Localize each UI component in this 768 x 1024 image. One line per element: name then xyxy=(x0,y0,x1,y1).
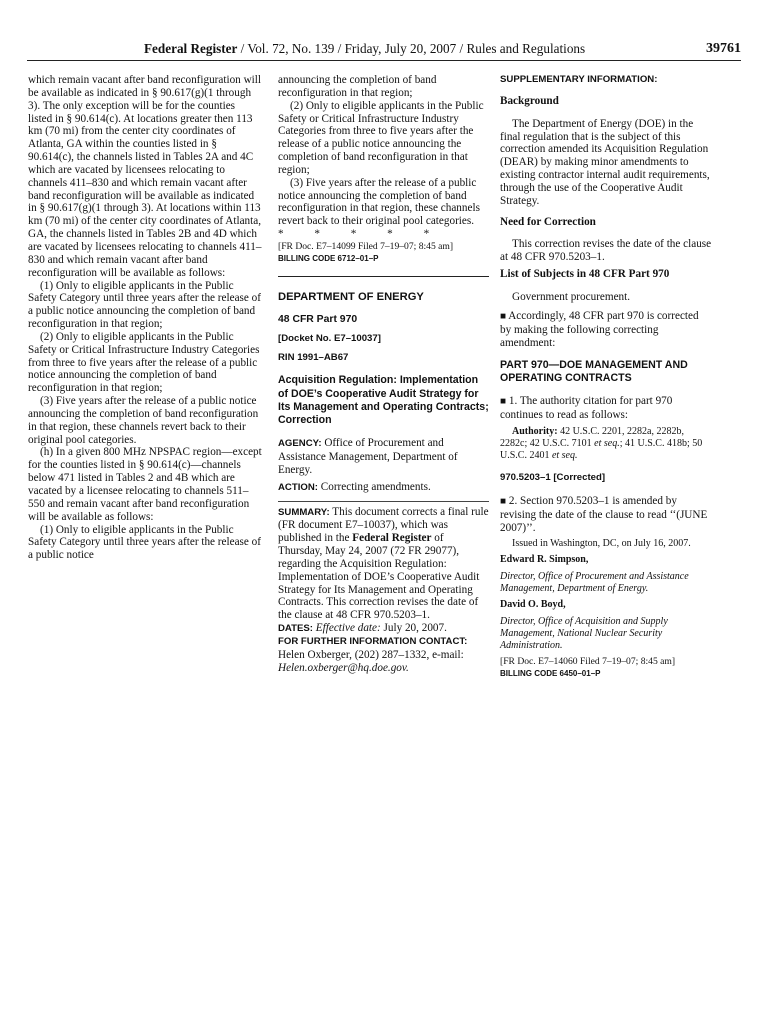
background-text: The Department of Energy (DOE) in the final regulation that is the subject of this correction amended its Acquisition Regulation (DEAR) by making minor amendments to existing contractor internal audit requirements, through the use of the Cooperative Audit Strategy. xyxy=(500,117,710,207)
amendment-item-2: ■ 2. Section 970.5203–1 is amended by revising the date of the clause to read ‘‘(JUNE 2007)’’. xyxy=(500,494,708,534)
background-heading: Background xyxy=(500,94,559,107)
dates-line: DATES: Effective date: July 20, 2007. xyxy=(278,622,447,635)
page-number: 39761 xyxy=(706,41,741,56)
part-heading: PART 970—DOE MANAGEMENT AND OPERATING CONTRACTS xyxy=(500,359,688,385)
accordingly-paragraph: ■ Accordingly, 48 CFR part 970 is corrected by making the following correcting amendment: xyxy=(500,309,699,349)
paragraph: (2) Only to eligible applicants in the Public Safety or Critical Infrastructure Industry Categories from three to five years after the release of a public notice announcing the completion of band reconfiguration in that region; xyxy=(28,330,260,395)
column-2 xyxy=(278,74,489,675)
paragraph: which remain vacant after band reconfiguration will be available as indicated in § 90.617(g)(1 through 3). The only exception will be for the counties listed in § 90.614(c). At locations greater then 113 km (70 mi) from the center city coordinates of Atlanta, GA within the counties listed in § 90.614(c), the channels listed in Tables 2A and 4C which are vacated by licensees relocating to channels 411–830 and which remain vacant after band reconfiguration will be available as indicated in § 90.617(g)(1 through 3). At locations within 113 km (70 mi) of the center city coordinates of Atlanta, GA, the channels listed in Tables 2B and 4D which are vacated by licensees relocating to channels 411–830 and which remain vacant after band reconfiguration will be available as follows: xyxy=(28,74,262,279)
bullet-square-icon: ■ xyxy=(500,495,507,507)
rin-number: RIN 1991–AB67 xyxy=(278,351,349,363)
issued-line: Issued in Washington, DC, on July 16, 2007. xyxy=(512,538,691,550)
contact-label: FOR FURTHER INFORMATION CONTACT: xyxy=(278,635,468,647)
need-heading: Need for Correction xyxy=(500,215,596,228)
contact-text: Helen Oxberger, (202) 287–1332, e-mail: Helen.oxberger@hq.doe.gov. xyxy=(278,648,464,674)
signature-title-2: Director, Office of Acquisition and Supply Management, National Nuclear Security Administration. xyxy=(500,616,668,652)
summary-paragraph: SUMMARY: This document corrects a final rule (FR document E7–10037), which was published in the Federal Register of Thursday, May 24, 2007 (72 FR 29077), regarding the Acquisition Regulation: Implementation of DOE’s Cooperative Audit Strategy for Its Management and Operating Contracts. This correction revises the date of the clause at 48 CFR 970.5203–1. xyxy=(278,505,489,622)
billing-code: BILLING CODE 6450–01–P xyxy=(500,669,601,679)
signature-name-2: David O. Boyd, xyxy=(500,599,566,611)
paragraph: (3) Five years after the release of a public notice announcing the completion of band reconfiguration in that region, these channels revert back to their original pool categories. xyxy=(28,395,259,446)
summary-divider xyxy=(278,501,489,502)
paragraph: (3) Five years after the release of a public notice announcing the completion of band reconfiguration in that region, these channels revert back to their original pool categories. xyxy=(278,176,480,228)
paragraph: (1) Only to eligible applicants in the Public Safety Category until three years after the release of a public notice announcing the completion of band reconfiguration in that region; xyxy=(28,279,261,331)
column-3 xyxy=(500,74,712,679)
paragraph: announcing the completion of band reconfiguration in that region; xyxy=(278,74,437,99)
section-heading: 970.5203–1 [Corrected] xyxy=(500,472,606,484)
authority-citation: Authority: 42 U.S.C. 2201, 2282a, 2282b, 2282c; 42 U.S.C. 7101 et seq.; 41 U.S.C. 418b; 50 U.S.C. 2401 et seq. xyxy=(500,426,703,462)
issue-info: / Vol. 72, No. 139 / Friday, July 20, 2007 / Rules and Regulations xyxy=(237,41,586,56)
docket-number: [Docket No. E7–10037] xyxy=(278,332,381,344)
document-title: Acquisition Regulation: Implementation of DOE’s Cooperative Audit Strategy for Its Management and Operating Contracts; Correction xyxy=(278,374,489,426)
paragraph: (2) Only to eligible applicants in the Public Safety or Critical Infrastructure Industry Categories from three to five years after the release of a public notice announcing the completion of band reconfiguration in that region; xyxy=(278,99,484,176)
signature-title-1: Director, Office of Procurement and Assistance Management, Department of Energy. xyxy=(500,571,689,595)
action-line: ACTION: Correcting amendments. xyxy=(278,480,431,493)
page-header xyxy=(27,40,741,61)
column-1 xyxy=(28,74,262,562)
paragraph: (1) Only to eligible applicants in the Public Safety Category until three years after the release of a public notice xyxy=(28,523,261,562)
supplementary-heading: SUPPLEMENTARY INFORMATION: xyxy=(500,74,658,85)
paragraph: (h) In a given 800 MHz NPSPAC region—except for the counties listed in § 90.614(c)—channels below 471 listed in Tables 2 and 4B which are vacated by a licensee relocating to channels 511–550 and remain vacant after band reconfiguration will be available as follows: xyxy=(28,446,262,523)
signature-name-1: Edward R. Simpson, xyxy=(500,554,589,566)
bullet-square-icon: ■ xyxy=(500,310,507,322)
cfr-part: 48 CFR Part 970 xyxy=(278,313,358,325)
billing-code: BILLING CODE 6712–01–P xyxy=(278,253,379,263)
journal-name: Federal Register xyxy=(144,41,238,56)
amendment-item-1: ■ 1. The authority citation for part 970 continues to read as follows: xyxy=(500,395,673,422)
header-title xyxy=(144,40,585,58)
ellipsis-stars: * * * * * xyxy=(278,228,444,241)
need-text: This correction revises the date of the clause at 48 CFR 970.5203–1. xyxy=(500,238,712,264)
agency-heading: DEPARTMENT OF ENERGY xyxy=(278,290,424,303)
subjects-heading: List of Subjects in 48 CFR Part 970 xyxy=(500,268,670,281)
subjects-text: Government procurement. xyxy=(512,290,631,303)
fr-doc-line: [FR Doc. E7–14099 Filed 7–19–07; 8:45 am] xyxy=(278,240,454,252)
bullet-square-icon: ■ xyxy=(500,396,507,408)
agency-line: AGENCY: Office of Procurement and Assistance Management, Department of Energy. xyxy=(278,437,458,476)
fr-doc-line: [FR Doc. E7–14060 Filed 7–19–07; 8:45 am] xyxy=(500,656,676,668)
section-divider xyxy=(278,276,489,277)
